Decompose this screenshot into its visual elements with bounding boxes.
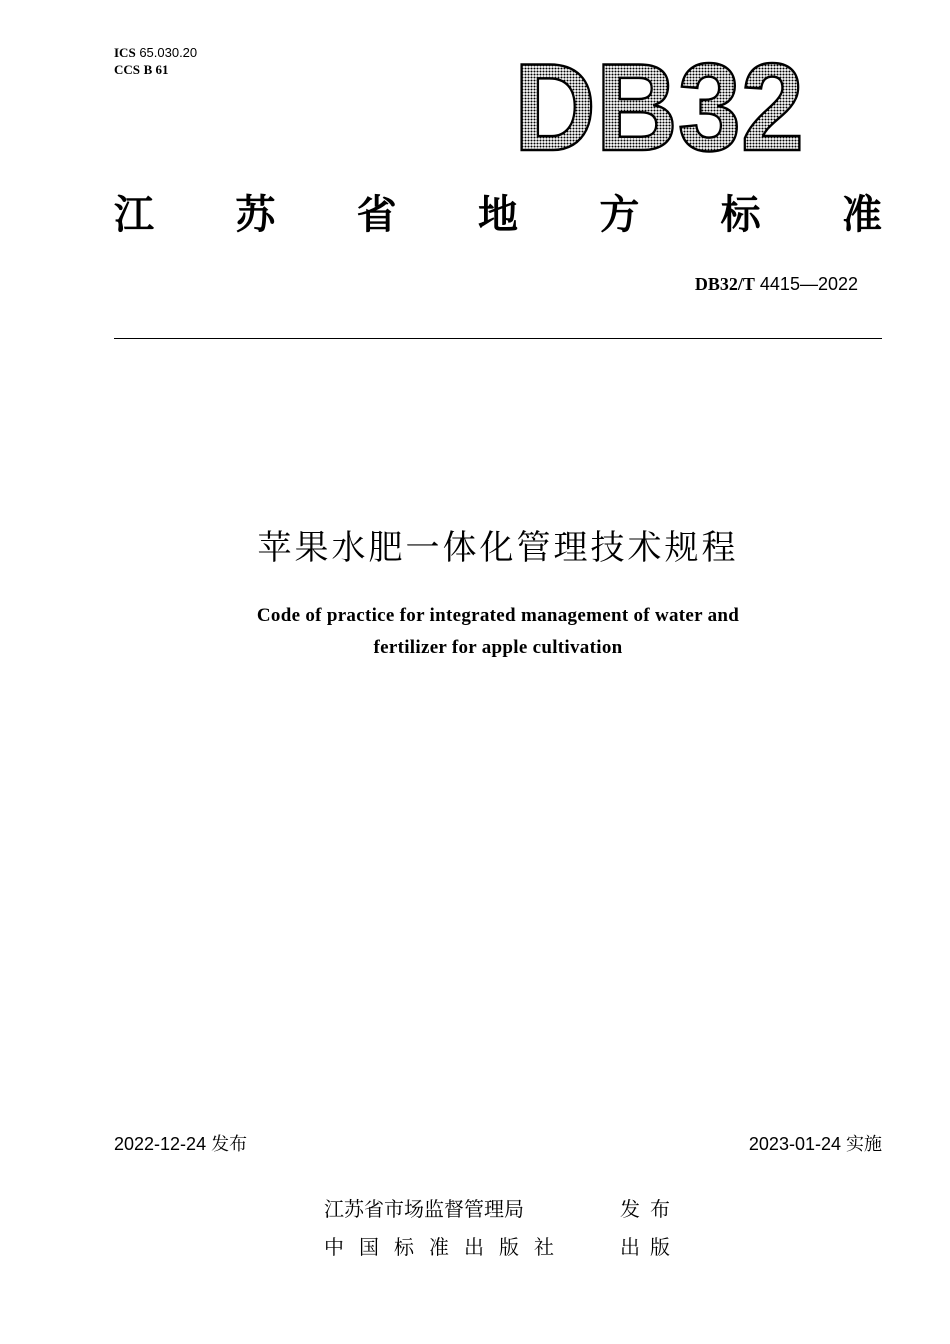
title-english-line1: Code of practice for integrated management of water and	[256, 605, 740, 626]
issuer-row	[324, 1188, 680, 1226]
publish-label: 发布	[211, 1134, 248, 1155]
title-english	[0, 600, 950, 664]
standard-number	[695, 274, 858, 295]
effective-label: 实施	[846, 1134, 882, 1155]
ics-row	[114, 44, 197, 61]
issuer-role: 发布	[620, 1196, 680, 1221]
province-standard-heading	[114, 186, 882, 236]
title-chinese: 苹果水肥一体化管理技术规程	[257, 528, 739, 568]
standard-code: 4415—2022	[759, 274, 858, 294]
header-divider	[114, 338, 882, 339]
title-english-line2: fertilizer for apple cultivation	[373, 637, 623, 658]
ccs-label: CCS	[114, 62, 141, 77]
province-char: 准	[841, 191, 882, 238]
issuer-name: 中国标准出版社	[324, 1234, 569, 1259]
publish-date-value: 2022-12-24	[114, 1134, 207, 1154]
province-char: 地	[477, 191, 518, 238]
db32-logo	[512, 52, 808, 158]
issuer-role: 出版	[620, 1234, 680, 1259]
classification-codes	[114, 44, 197, 78]
ics-value: 65.030.20	[139, 45, 198, 60]
issuer-name: 江苏省市场监督管理局	[324, 1196, 524, 1221]
issuer-row	[324, 1226, 680, 1264]
issuers-block	[324, 1188, 680, 1264]
province-char: 省	[356, 191, 397, 238]
publish-date	[114, 1130, 247, 1156]
ccs-row	[114, 61, 197, 78]
province-char: 方	[599, 191, 640, 238]
ics-label: ICS	[114, 45, 136, 60]
effective-date-value: 2023-01-24	[748, 1134, 841, 1154]
province-char: 标	[720, 191, 761, 238]
logo-text: DB32	[514, 52, 804, 158]
effective-date	[749, 1130, 882, 1156]
standard-prefix: DB32/T	[694, 274, 755, 294]
ccs-value: B 61	[143, 62, 169, 77]
province-char: 江	[114, 191, 154, 238]
province-char: 苏	[235, 191, 276, 238]
